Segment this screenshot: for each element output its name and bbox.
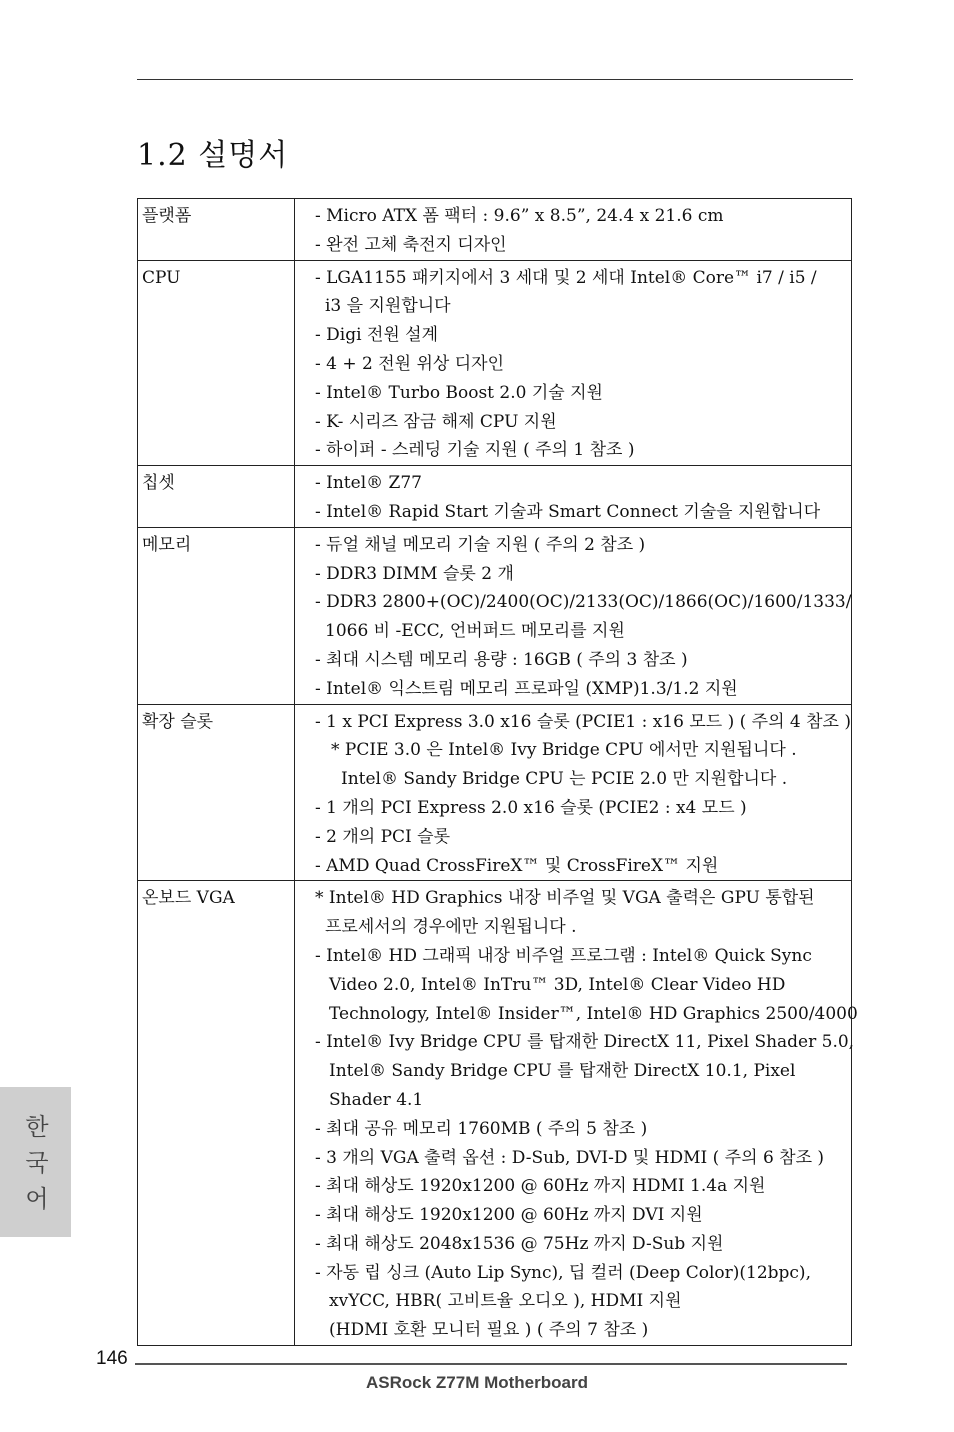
spec-content bbox=[295, 260, 852, 466]
spec-row bbox=[138, 881, 852, 1346]
spec-line: - 최대 해상도 1920x1200 @ 60Hz 까지 HDMI 1.4a 지원 bbox=[315, 1176, 766, 1197]
spec-label: CPU bbox=[138, 260, 295, 466]
footer-text: ASRock Z77M Motherboard bbox=[366, 1373, 588, 1392]
spec-line: - Intel® Z77 bbox=[315, 473, 422, 494]
spec-line: Shader 4.1 bbox=[329, 1089, 424, 1110]
spec-line: - 1 개의 PCI Express 2.0 x16 슬롯 (PCIE2 : x4 모드 ) bbox=[315, 797, 747, 818]
spec-content bbox=[295, 466, 852, 528]
spec-line: - Intel® 익스트림 메모리 프로파일 (XMP)1.3/1.2 지원 bbox=[315, 678, 738, 699]
spec-line: - 1 x PCI Express 3.0 x16 슬롯 (PCIE1 : x16 모드 ) ( 주의 4 참조 ) bbox=[315, 711, 851, 732]
spec-content bbox=[295, 199, 852, 261]
spec-line: - 하이퍼 - 스레딩 기술 지원 ( 주의 1 참조 ) bbox=[315, 440, 635, 461]
spec-line: xvYCC, HBR( 고비트율 오디오 ), HDMI 지원 bbox=[329, 1291, 682, 1312]
spec-label: 온보드 VGA bbox=[138, 881, 295, 1346]
spec-line: - K- 시리즈 잠금 해제 CPU 지원 bbox=[315, 411, 557, 432]
section-title: 1.2 설명서 bbox=[137, 138, 289, 173]
bottom-rule bbox=[135, 1363, 847, 1365]
spec-line: Intel® Sandy Bridge CPU 를 탑재한 DirectX 10.1, Pixel bbox=[329, 1061, 796, 1082]
spec-line: - 최대 해상도 1920x1200 @ 60Hz 까지 DVI 지원 bbox=[315, 1205, 703, 1226]
spec-content bbox=[295, 704, 852, 881]
spec-line: - 2 개의 PCI 슬롯 bbox=[315, 826, 451, 847]
spec-line: - 3 개의 VGA 출력 옵션 : D-Sub, DVI-D 및 HDMI ( 주의 6 참조 ) bbox=[315, 1147, 825, 1168]
spec-line: - 최대 해상도 2048x1536 @ 75Hz 까지 D-Sub 지원 bbox=[315, 1233, 724, 1254]
spec-line: - 듀얼 채널 메모리 기술 지원 ( 주의 2 참조 ) bbox=[315, 534, 646, 555]
spec-line: - 최대 시스템 메모리 용량 : 16GB ( 주의 3 참조 ) bbox=[315, 649, 688, 670]
spec-line: * PCIE 3.0 은 Intel® Ivy Bridge CPU 에서만 지원됩니다 . bbox=[331, 740, 797, 761]
spec-row bbox=[138, 704, 852, 881]
side-tab-label: 한 국 어 bbox=[25, 1113, 49, 1213]
spec-line: - AMD Quad CrossFireX™ 및 CrossFireX™ 지원 bbox=[315, 855, 719, 876]
language-side-tab bbox=[0, 1087, 71, 1237]
spec-line: - Digi 전원 설계 bbox=[315, 325, 439, 346]
spec-table bbox=[137, 198, 858, 1346]
spec-line: 1066 비 -ECC, 언버퍼드 메모리를 지원 bbox=[325, 621, 625, 642]
spec-line: - DDR3 DIMM 슬롯 2 개 bbox=[315, 563, 514, 584]
spec-line: Technology, Intel® Insider™, Intel® HD Graphics 2500/4000 bbox=[329, 1003, 858, 1024]
spec-line: - 4 + 2 전원 위상 디자인 bbox=[315, 353, 504, 374]
spec-row bbox=[138, 260, 852, 466]
spec-line: - Micro ATX 폼 팩터 : 9.6” x 8.5”, 24.4 x 21.6 cm bbox=[315, 206, 724, 226]
spec-label: 칩셋 bbox=[138, 466, 295, 528]
spec-line: - Intel® Turbo Boost 2.0 기술 지원 bbox=[315, 382, 603, 403]
spec-line: - Intel® Rapid Start 기술과 Smart Connect 기술을 지원합니다 bbox=[315, 501, 821, 522]
spec-row bbox=[138, 466, 852, 528]
spec-content bbox=[295, 527, 852, 704]
spec-label: 플랫폼 bbox=[138, 199, 295, 261]
spec-content bbox=[295, 881, 858, 1346]
spec-line: Intel® Sandy Bridge CPU 는 PCIE 2.0 만 지원합니다 . bbox=[341, 769, 788, 790]
spec-row bbox=[138, 199, 852, 261]
spec-label: 확장 슬롯 bbox=[138, 704, 295, 881]
spec-line: - 완전 고체 축전지 디자인 bbox=[315, 234, 507, 255]
spec-line: - DDR3 2800+(OC)/2400(OC)/2133(OC)/1866(OC)/1600/1333/ bbox=[315, 592, 852, 613]
spec-label: 메모리 bbox=[138, 527, 295, 704]
spec-line: - 자동 립 싱크 (Auto Lip Sync), 딥 컬러 (Deep Color)(12bpc), bbox=[315, 1262, 811, 1283]
top-rule bbox=[137, 79, 853, 80]
spec-line: 프로세서의 경우에만 지원됩니다 . bbox=[325, 917, 577, 938]
spec-line: * Intel® HD Graphics 내장 비주얼 및 VGA 출력은 GPU 통합된 bbox=[315, 888, 815, 909]
spec-line: i3 을 지원합니다 bbox=[325, 296, 451, 317]
spec-line: (HDMI 호환 모니터 필요 ) ( 주의 7 참조 ) bbox=[329, 1320, 649, 1341]
spec-line: Video 2.0, Intel® InTru™ 3D, Intel® Clear Video HD bbox=[329, 974, 786, 995]
spec-line: - 최대 공유 메모리 1760MB ( 주의 5 참조 ) bbox=[315, 1118, 648, 1139]
page-number: 146 bbox=[96, 1348, 128, 1369]
spec-table-body bbox=[138, 199, 858, 1346]
spec-line: - Intel® Ivy Bridge CPU 를 탑재한 DirectX 11, Pixel Shader 5.0, bbox=[315, 1032, 855, 1053]
spec-row bbox=[138, 527, 852, 704]
spec-line: - LGA1155 패키지에서 3 세대 및 2 세대 Intel® Core™ i7 / i5 / bbox=[315, 267, 817, 288]
spec-line: - Intel® HD 그래픽 내장 비주얼 프로그램 : Intel® Quick Sync bbox=[315, 945, 812, 966]
